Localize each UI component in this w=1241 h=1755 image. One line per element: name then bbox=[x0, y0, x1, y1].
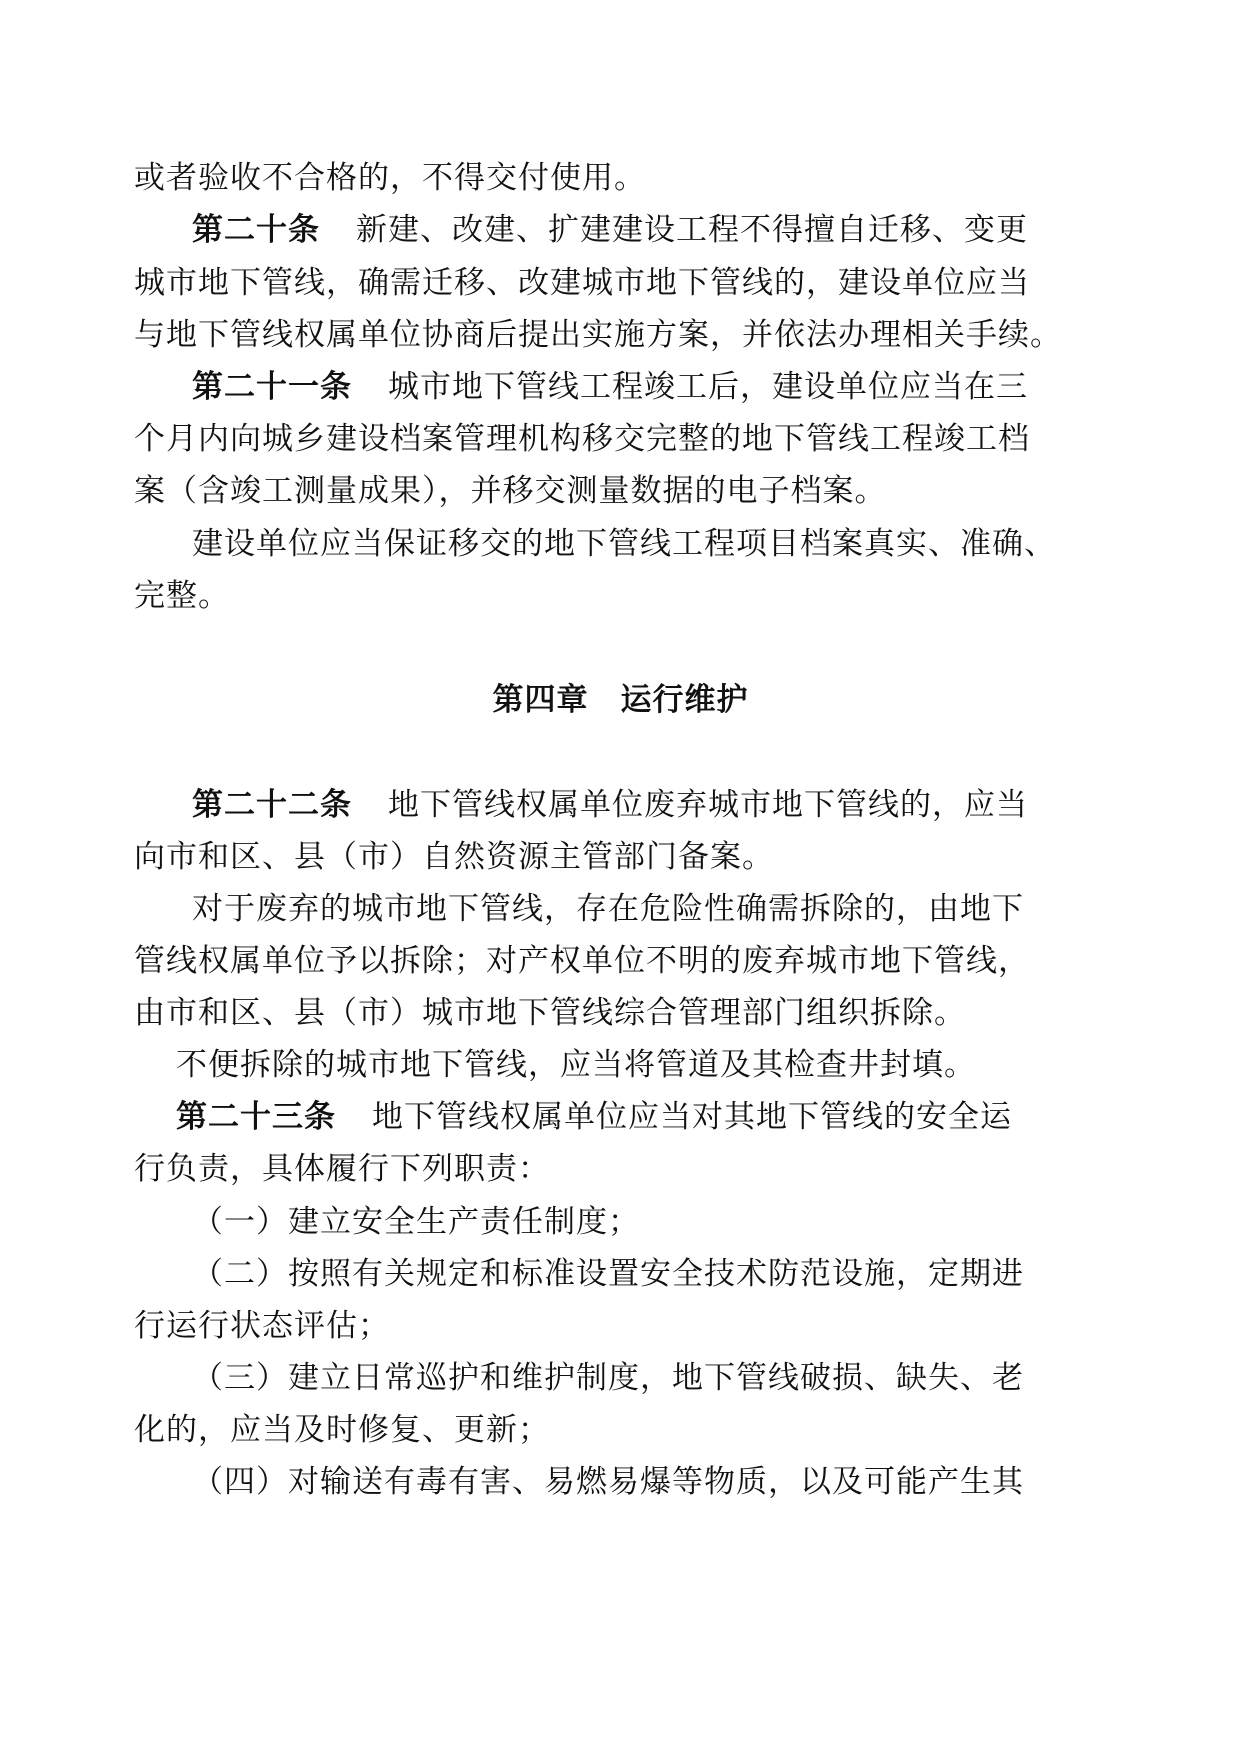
text-line: 行负责，具体履行下列职责： bbox=[134, 1151, 550, 1187]
text-line: 不便拆除的城市地下管线，应当将管道及其检查井封填。 bbox=[176, 1047, 976, 1083]
list-item-3: （三）建立日常巡护和维护制度，地下管线破损、缺失、老 bbox=[192, 1360, 1024, 1396]
list-item-1: （一）建立安全生产责任制度； bbox=[192, 1204, 640, 1240]
text-line: 管线权属单位予以拆除；对产权单位不明的废弃城市地下管线， bbox=[134, 943, 1030, 979]
article-20-text: 新建、改建、扩建建设工程不得擅自迁移、变更 bbox=[356, 212, 1028, 248]
article-21-text: 城市地下管线工程竣工后，建设单位应当在三 bbox=[388, 369, 1028, 405]
text-line: 或者验收不合格的，不得交付使用。 bbox=[134, 160, 646, 196]
chapter-heading: 第四章 运行维护 bbox=[492, 682, 749, 718]
article-22-line bbox=[192, 785, 1028, 825]
article-21-label: 第二十一条 bbox=[192, 369, 352, 405]
text-line: 城市地下管线，确需迁移、改建城市地下管线的，建设单位应当 bbox=[134, 265, 1030, 301]
text-line: 化的，应当及时修复、更新； bbox=[134, 1412, 550, 1448]
text-line: 行运行状态评估； bbox=[134, 1308, 390, 1344]
article-22-text: 地下管线权属单位废弃城市地下管线的，应当 bbox=[388, 787, 1028, 823]
article-23-text: 地下管线权属单位应当对其地下管线的安全运 bbox=[372, 1099, 1012, 1135]
article-20-label: 第二十条 bbox=[192, 212, 320, 248]
article-23-label: 第二十三条 bbox=[176, 1099, 336, 1135]
text-line: 与地下管线权属单位协商后提出实施方案，并依法办理相关手续。 bbox=[134, 317, 1062, 353]
article-22-label: 第二十二条 bbox=[192, 787, 352, 823]
text-line: 向市和区、县（市）自然资源主管部门备案。 bbox=[134, 839, 774, 875]
text-line: 完整。 bbox=[134, 578, 230, 614]
list-item-2: （二）按照有关规定和标准设置安全技术防范设施，定期进 bbox=[192, 1256, 1024, 1292]
text-line: 案（含竣工测量成果），并移交测量数据的电子档案。 bbox=[134, 473, 887, 509]
article-21-line bbox=[192, 367, 1028, 407]
text-line: 对于废弃的城市地下管线，存在危险性确需拆除的，由地下 bbox=[192, 891, 1024, 927]
article-20-line bbox=[192, 210, 1028, 250]
text-line: 建设单位应当保证移交的地下管线工程项目档案真实、准确、 bbox=[192, 526, 1056, 562]
article-23-line bbox=[176, 1097, 1012, 1137]
text-line: 个月内向城乡建设档案管理机构移交完整的地下管线工程竣工档 bbox=[134, 421, 1030, 457]
text-line: 由市和区、县（市）城市地下管线综合管理部门组织拆除。 bbox=[134, 995, 966, 1031]
list-item-4: （四）对输送有毒有害、易燃易爆等物质，以及可能产生其 bbox=[192, 1464, 1024, 1500]
